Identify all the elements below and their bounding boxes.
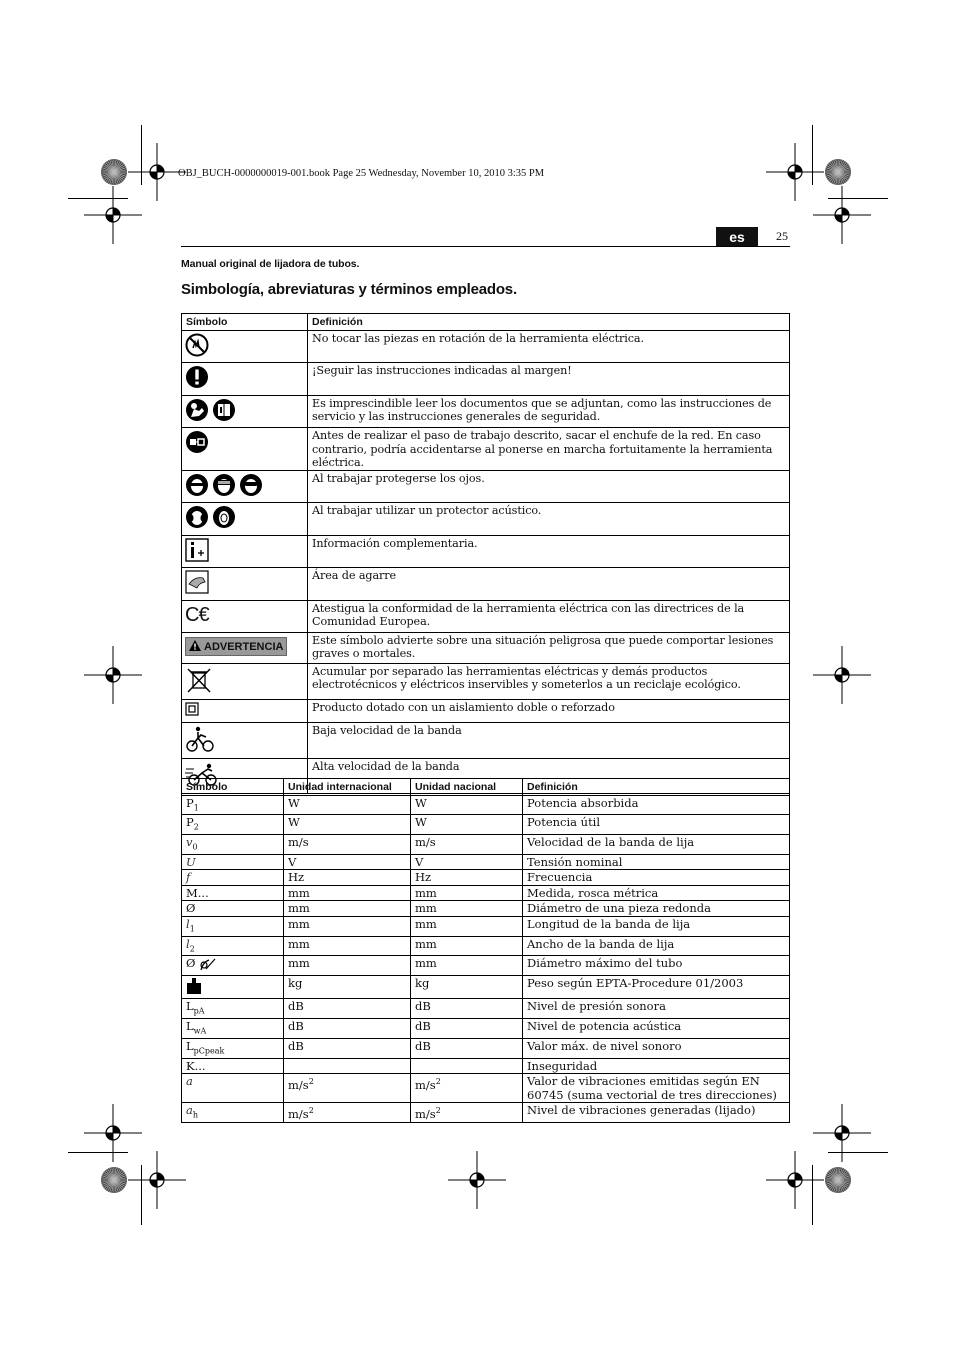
unit-symbol: M... — [186, 885, 209, 900]
intl-unit-cell-value: m/s — [288, 835, 309, 850]
unit-symbol: L — [186, 1019, 194, 1034]
unit-row — [182, 916, 790, 936]
info-plus-icon — [185, 538, 209, 566]
intl-unit-cell-value: mm — [288, 936, 310, 951]
registration-star-icon — [824, 1166, 852, 1194]
column-header: Definición — [523, 779, 790, 796]
definition-cell: Este símbolo advierte sobre una situación peligrosa que puede comportar lesiones graves o mortales. — [308, 632, 790, 663]
unit-definition-cell — [523, 901, 790, 917]
natl-unit-cell — [411, 936, 523, 956]
crop-line — [828, 198, 888, 199]
unit-row — [182, 999, 790, 1019]
unit-symbol: l — [186, 916, 190, 931]
unit-symbol-cell — [182, 936, 284, 956]
document-subtitle: Manual original de lijadora de tubos. — [181, 258, 360, 270]
unit-symbol-cell — [182, 1103, 284, 1123]
intl-unit-cell-exponent: 2 — [308, 1077, 314, 1087]
column-header: Unidad internacional — [284, 779, 411, 796]
symbol-cell — [182, 700, 308, 723]
natl-unit-cell — [411, 916, 523, 936]
goggles-icon — [239, 473, 263, 501]
unit-definition-cell — [523, 1019, 790, 1039]
natl-unit-cell-value: W — [415, 815, 427, 830]
unit-table — [181, 778, 790, 1123]
unit-definition-cell — [523, 956, 790, 976]
unit-definition-cell — [523, 975, 790, 999]
unit-symbol-cell — [182, 956, 284, 976]
registration-star-icon — [100, 158, 128, 186]
symbol-cell — [182, 470, 308, 503]
intl-unit-cell — [284, 795, 411, 815]
symbol-row — [182, 363, 790, 396]
unit-row — [182, 901, 790, 917]
unit-symbol-subscript: 0 — [192, 842, 198, 852]
symbol-cell — [182, 363, 308, 396]
unit-symbol: f — [186, 870, 191, 885]
intl-unit-cell-value: Hz — [288, 870, 305, 885]
intl-unit-cell-value: m/s — [288, 1078, 309, 1093]
natl-unit-cell-value: m/s — [415, 1107, 436, 1122]
unit-row — [182, 975, 790, 999]
natl-unit-cell-value: mm — [415, 916, 437, 931]
symbol-cell — [182, 722, 308, 759]
symbol-row — [182, 600, 790, 632]
natl-unit-cell — [411, 795, 523, 815]
natl-unit-cell — [411, 835, 523, 855]
page-number: 25 — [776, 229, 788, 243]
intl-unit-cell — [284, 835, 411, 855]
symbol-row — [182, 700, 790, 723]
unit-definition-cell — [523, 795, 790, 815]
registration-star-icon — [824, 158, 852, 186]
symbol-row — [182, 395, 790, 428]
unit-definition-cell-value: Medida, rosca métrica — [527, 885, 659, 900]
unit-symbol-cell — [182, 870, 284, 886]
symbol-row — [182, 503, 790, 536]
intl-unit-cell — [284, 815, 411, 835]
unit-definition-cell — [523, 999, 790, 1019]
crop-line — [68, 198, 128, 199]
symbol-cell — [182, 632, 308, 663]
intl-unit-cell — [284, 975, 411, 999]
registration-crosshair-icon — [84, 186, 142, 244]
natl-unit-cell — [411, 901, 523, 917]
intl-unit-cell-exponent: 2 — [308, 1106, 314, 1116]
symbol-cell — [182, 330, 308, 363]
ce-mark-icon: C€ — [185, 603, 209, 626]
unit-row — [182, 956, 790, 976]
registration-crosshair-icon — [813, 186, 871, 244]
unit-symbol: Ø — [186, 956, 196, 971]
manual-book-icon — [212, 398, 236, 426]
natl-unit-cell-value: m/s — [415, 1078, 436, 1093]
unit-definition-cell-value: Valor de vibraciones emitidas según EN 60745 (suma vectorial de tres direcciones) — [527, 1074, 777, 1102]
column-header: Símbolo — [182, 314, 308, 331]
read-manual-icon — [185, 398, 209, 426]
unit-symbol: L — [186, 999, 194, 1014]
face-shield-icon — [212, 473, 236, 501]
unit-symbol-subscript: 2 — [193, 822, 199, 832]
natl-unit-cell-value: Hz — [415, 870, 432, 885]
weight-icon — [186, 977, 202, 999]
unit-definition-cell — [523, 854, 790, 870]
natl-unit-cell-value: m/s — [415, 835, 436, 850]
warning-badge-label: ADVERTENCIA — [204, 640, 284, 653]
symbol-cell — [182, 395, 308, 428]
unit-row — [182, 936, 790, 956]
unit-row — [182, 835, 790, 855]
symbol-cell — [182, 503, 308, 536]
natl-unit-cell-value: mm — [415, 885, 437, 900]
unit-definition-cell-value: Nivel de presión sonora — [527, 999, 666, 1014]
definition-cell: Baja velocidad de la banda — [308, 722, 790, 759]
unit-symbol: a — [186, 1103, 193, 1118]
crop-line — [141, 125, 142, 185]
intl-unit-cell — [284, 1074, 411, 1103]
unit-symbol-cell — [182, 916, 284, 936]
unit-symbol-cell — [182, 975, 284, 999]
unit-definition-cell — [523, 1103, 790, 1123]
natl-unit-cell-exponent: 2 — [435, 1077, 441, 1087]
unit-row — [182, 1058, 790, 1074]
unit-symbol: Ø — [186, 901, 196, 916]
unit-definition-cell — [523, 835, 790, 855]
natl-unit-cell-value: dB — [415, 1019, 431, 1034]
crop-line — [828, 1152, 888, 1153]
definition-cell: Atestigua la conformidad de la herramienta eléctrica con las directrices de la Comunidad Europea. — [308, 600, 790, 632]
intl-unit-cell-value: dB — [288, 1039, 304, 1054]
symbol-cell — [182, 535, 308, 568]
registration-crosshair-icon — [128, 1151, 186, 1209]
unit-definition-cell-value: Potencia útil — [527, 815, 601, 830]
definition-cell: Al trabajar utilizar un protector acústico. — [308, 503, 790, 536]
intl-unit-cell-value: dB — [288, 999, 304, 1014]
unit-symbol: a — [186, 1074, 193, 1089]
warning-badge — [185, 637, 287, 657]
intl-unit-cell — [284, 901, 411, 917]
language-badge: es — [716, 227, 758, 247]
unit-symbol: P — [186, 795, 194, 810]
unit-definition-cell — [523, 936, 790, 956]
no-touch-rotating-icon — [185, 333, 209, 361]
intl-unit-cell — [284, 854, 411, 870]
natl-unit-cell — [411, 1019, 523, 1039]
natl-unit-cell — [411, 1074, 523, 1103]
intl-unit-cell — [284, 1058, 411, 1074]
eye-protection-icon — [185, 473, 209, 501]
column-header: Unidad nacional — [411, 779, 523, 796]
unit-definition-cell — [523, 1058, 790, 1074]
header-rule — [181, 246, 790, 247]
natl-unit-cell-value: W — [415, 795, 427, 810]
section-title: Simbología, abreviaturas y términos empleados. — [181, 281, 517, 298]
column-header: Definición — [308, 314, 790, 331]
unit-symbol-cell — [182, 999, 284, 1019]
natl-unit-cell — [411, 975, 523, 999]
unit-definition-cell — [523, 815, 790, 835]
symbol-row — [182, 568, 790, 601]
ear-protection-icon — [185, 505, 209, 533]
unit-symbol: K... — [186, 1058, 206, 1073]
natl-unit-cell — [411, 999, 523, 1019]
double-insulation-icon — [185, 702, 199, 720]
unit-symbol-cell — [182, 815, 284, 835]
unit-row — [182, 885, 790, 901]
crop-line — [141, 1165, 142, 1225]
intl-unit-cell-value: mm — [288, 885, 310, 900]
definition-cell: Acumular por separado las herramientas eléctricas y demás productos electrotécnicos y eléctricos inservibles y someterlos a un reciclaje ecológico. — [308, 663, 790, 700]
unit-row — [182, 1074, 790, 1103]
unit-definition-cell — [523, 885, 790, 901]
unit-symbol-cell — [182, 1058, 284, 1074]
unit-row — [182, 870, 790, 886]
registration-crosshair-icon — [84, 646, 142, 704]
unit-row — [182, 815, 790, 835]
unit-symbol-cell — [182, 901, 284, 917]
unit-definition-cell — [523, 1074, 790, 1103]
unit-row — [182, 1103, 790, 1123]
print-header: OBJ_BUCH-0000000019-001.book Page 25 Wednesday, November 10, 2010 3:35 PM — [178, 168, 545, 179]
unit-symbol: v — [186, 835, 193, 850]
natl-unit-cell — [411, 956, 523, 976]
symbol-cell — [182, 600, 308, 632]
natl-unit-cell — [411, 1103, 523, 1123]
unit-definition-cell — [523, 870, 790, 886]
unit-symbol-cell — [182, 1039, 284, 1059]
natl-unit-cell-value: dB — [415, 1039, 431, 1054]
unit-definition-cell-value: Ancho de la banda de lija — [527, 936, 675, 951]
intl-unit-cell — [284, 999, 411, 1019]
crop-line — [812, 1165, 813, 1225]
ear-muff-icon — [212, 505, 236, 533]
registration-crosshair-icon — [448, 1151, 506, 1209]
unit-symbol-cell — [182, 885, 284, 901]
crop-line — [812, 125, 813, 185]
natl-unit-cell-value: V — [415, 854, 424, 869]
unit-symbol-subscript: pCpeak — [193, 1046, 225, 1056]
grip-area-icon — [185, 570, 209, 598]
intl-unit-cell-value: W — [288, 815, 300, 830]
unit-definition-cell — [523, 1039, 790, 1059]
intl-unit-cell-value: mm — [288, 956, 310, 971]
unit-definition-cell-value: Inseguridad — [527, 1058, 598, 1073]
unit-definition-cell-value: Frecuencia — [527, 870, 593, 885]
unit-symbol-cell — [182, 835, 284, 855]
unit-symbol-cell — [182, 1074, 284, 1103]
intl-unit-cell — [284, 956, 411, 976]
symbol-table — [181, 313, 790, 794]
intl-unit-cell — [284, 1039, 411, 1059]
unit-row — [182, 1019, 790, 1039]
symbol-row — [182, 428, 790, 471]
unit-definition-cell — [523, 916, 790, 936]
unit-symbol-subscript: 1 — [189, 924, 195, 934]
registration-crosshair-icon — [766, 1151, 824, 1209]
natl-unit-cell — [411, 815, 523, 835]
symbol-cell — [182, 428, 308, 471]
symbol-cell — [182, 663, 308, 700]
intl-unit-cell — [284, 1019, 411, 1039]
unplug-icon — [185, 430, 209, 458]
intl-unit-cell — [284, 885, 411, 901]
natl-unit-cell-value: mm — [415, 936, 437, 951]
exclamation-icon — [185, 365, 209, 393]
definition-cell: Área de agarre — [308, 568, 790, 601]
natl-unit-cell-value: mm — [415, 956, 437, 971]
slow-bike-icon — [185, 725, 215, 757]
natl-unit-cell — [411, 854, 523, 870]
natl-unit-cell — [411, 1039, 523, 1059]
symbol-row — [182, 330, 790, 363]
crop-line — [68, 1152, 128, 1153]
pipe-diameter-icon — [199, 957, 217, 975]
registration-crosshair-icon — [813, 646, 871, 704]
unit-definition-cell-value: Tensión nominal — [527, 854, 623, 869]
unit-definition-cell-value: Valor máx. de nivel sonoro — [527, 1039, 682, 1054]
natl-unit-cell — [411, 870, 523, 886]
definition-cell: Alta velocidad de la banda — [308, 759, 790, 794]
column-header: Símbolo — [182, 779, 284, 796]
unit-row — [182, 854, 790, 870]
unit-symbol-subscript: h — [192, 1110, 199, 1120]
intl-unit-cell-value: W — [288, 795, 300, 810]
intl-unit-cell-value: mm — [288, 916, 310, 931]
intl-unit-cell-value: mm — [288, 901, 310, 916]
symbol-row — [182, 470, 790, 503]
intl-unit-cell-value: V — [288, 854, 297, 869]
natl-unit-cell-value: kg — [415, 975, 430, 990]
unit-symbol: L — [186, 1039, 194, 1054]
unit-definition-cell-value: Diámetro de una pieza redonda — [527, 901, 711, 916]
symbol-row — [182, 722, 790, 759]
definition-cell: Antes de realizar el paso de trabajo descrito, sacar el enchufe de la red. En caso contrario, podría accidentarse al ponerse en marcha fortuitamente la herramienta eléctrica. — [308, 428, 790, 471]
unit-symbol-subscript: 2 — [189, 943, 195, 953]
definition-cell: No tocar las piezas en rotación de la herramienta eléctrica. — [308, 330, 790, 363]
intl-unit-cell — [284, 870, 411, 886]
symbol-row — [182, 632, 790, 663]
warning-triangle-icon — [189, 640, 201, 651]
unit-row — [182, 795, 790, 815]
definition-cell: Producto dotado con un aislamiento doble o reforzado — [308, 700, 790, 723]
intl-unit-cell-value: m/s — [288, 1107, 309, 1122]
unit-definition-cell-value: Longitud de la banda de lija — [527, 916, 691, 931]
definition-cell: Información complementaria. — [308, 535, 790, 568]
registration-star-icon — [100, 1166, 128, 1194]
unit-symbol: U — [186, 854, 196, 869]
unit-definition-cell-value: Potencia absorbida — [527, 795, 639, 810]
intl-unit-cell — [284, 936, 411, 956]
unit-symbol: l — [186, 936, 190, 951]
symbol-row — [182, 535, 790, 568]
unit-symbol-subscript: 1 — [193, 802, 199, 812]
definition-cell: Es imprescindible leer los documentos que se adjuntan, como las instrucciones de servicio y las instrucciones generales de seguridad. — [308, 395, 790, 428]
unit-row — [182, 1039, 790, 1059]
natl-unit-cell-exponent: 2 — [435, 1106, 441, 1116]
intl-unit-cell — [284, 916, 411, 936]
unit-symbol-cell — [182, 854, 284, 870]
unit-symbol-subscript: pA — [193, 1006, 205, 1016]
definition-cell: ¡Seguir las instrucciones indicadas al margen! — [308, 363, 790, 396]
natl-unit-cell — [411, 885, 523, 901]
intl-unit-cell-value: dB — [288, 1019, 304, 1034]
unit-symbol-cell — [182, 795, 284, 815]
definition-cell: Al trabajar protegerse los ojos. — [308, 470, 790, 503]
natl-unit-cell-value: mm — [415, 901, 437, 916]
crossed-bin-icon — [185, 666, 213, 698]
unit-definition-cell-value: Nivel de vibraciones generadas (lijado) — [527, 1103, 756, 1118]
intl-unit-cell — [284, 1103, 411, 1123]
unit-symbol-subscript: wA — [193, 1026, 207, 1036]
unit-definition-cell-value: Diámetro máximo del tubo — [527, 956, 683, 971]
unit-definition-cell-value: Nivel de potencia acústica — [527, 1019, 682, 1034]
unit-symbol-cell — [182, 1019, 284, 1039]
unit-symbol: P — [186, 815, 194, 830]
natl-unit-cell-value: dB — [415, 999, 431, 1014]
symbol-cell — [182, 568, 308, 601]
natl-unit-cell — [411, 1058, 523, 1074]
intl-unit-cell-value: kg — [288, 975, 303, 990]
unit-definition-cell-value: Velocidad de la banda de lija — [527, 835, 695, 850]
symbol-row — [182, 663, 790, 700]
unit-definition-cell-value: Peso según EPTA-Procedure 01/2003 — [527, 975, 744, 990]
